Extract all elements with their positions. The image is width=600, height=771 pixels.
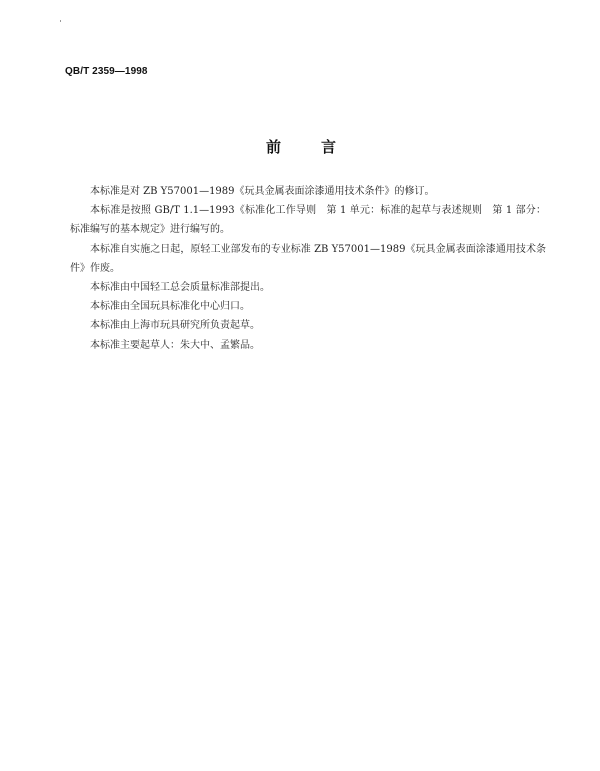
paragraph-main-drafters: 本标准主要起草人：朱大中、孟繁品。 <box>90 339 260 351</box>
standard-number: QB/T 2359—1998 <box>65 66 148 77</box>
paragraph-under-jurisdiction: 本标准由全国玩具标准化中心归口。 <box>90 301 250 313</box>
paragraph-drafted-by: 本标准由上海市玩具研究所负责起草。 <box>90 320 260 332</box>
scan-speck <box>60 20 61 22</box>
paragraph-revision: 本标准是对 ZB Y57001—1989《玩具金属表面涂漆通用技术条件》的修订。 <box>90 186 435 197</box>
title-char-1: 前 <box>266 138 282 156</box>
page-title <box>266 136 336 157</box>
paragraph-drafting-basis: 本标准是按照 GB/T 1.1—1993《标准化工作导则 第 1 单元：标准的起草与表述规则 第 1 部分：标准编写的基本规定》进行编写的。 <box>70 205 546 236</box>
paragraph-proposed-by: 本标准由中国轻工总会质量标准部提出。 <box>90 282 270 294</box>
title-char-2: 言 <box>321 138 337 156</box>
paragraph-supersedes: 本标准自实施之日起，原轻工业部发布的专业标准 ZB Y57001—1989《玩具金属表面涂漆通用技术条件》作废。 <box>70 243 546 274</box>
foreword-body <box>70 182 546 355</box>
